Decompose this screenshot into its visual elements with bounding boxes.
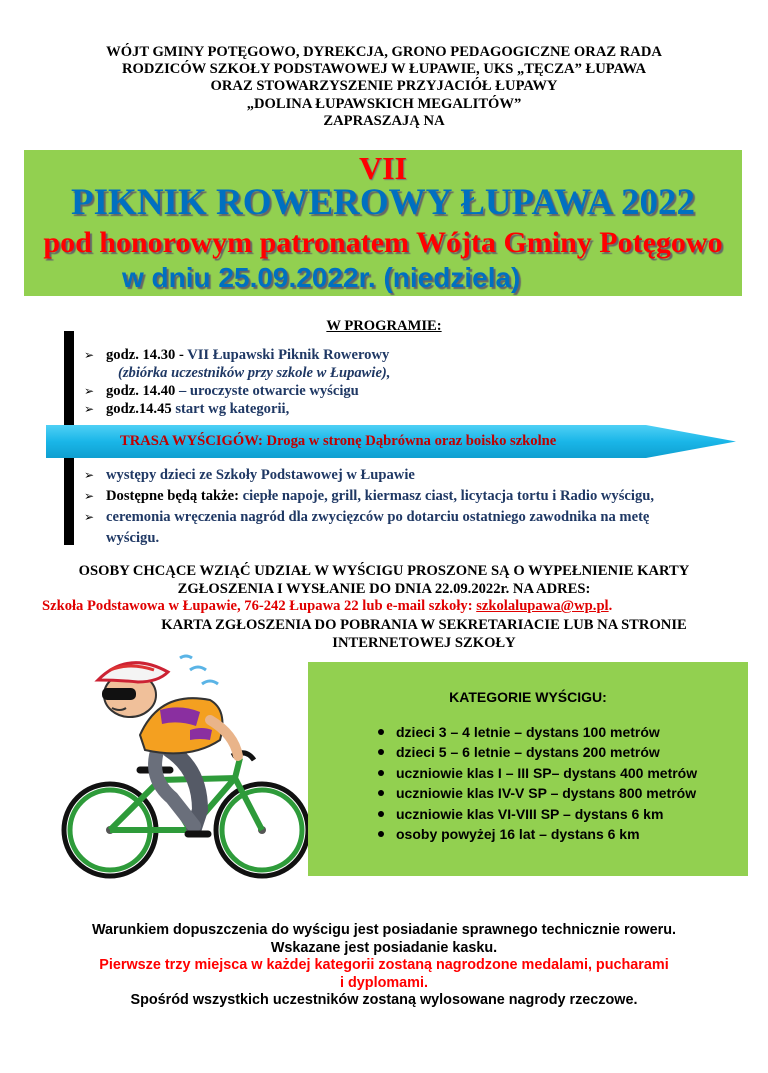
bullet-dot-icon (378, 790, 384, 796)
category-item: dzieci 5 – 6 letnie – dystans 200 metrów (378, 742, 697, 762)
category-item: osoby powyżej 16 lat – dystans 6 km (378, 824, 697, 844)
bullet-dot-icon (378, 831, 384, 837)
event-title: PIKNIK ROWEROWY ŁUPAWA 2022 (71, 182, 695, 223)
categories-list (378, 722, 697, 844)
bullet-dot-icon (378, 811, 384, 817)
bullet-dot-icon (378, 749, 384, 755)
program-item: ➢ występy dzieci ze Szkoły Podstawowej w Łupawie (84, 465, 654, 486)
program-item-note: (zbiórka uczestników przy szkole w Łupawie), (118, 365, 391, 381)
school-address: Szkoła Podstawowa w Łupawie, 76-242 Łupawa 22 lub e-mail szkoły: szkolalupawa@wp.pl. (42, 598, 613, 614)
edition-number: VII (358, 150, 407, 186)
invitation-header (0, 44, 768, 130)
arrowhead-bullet-icon: ➢ (84, 489, 95, 503)
category-item: dzieci 3 – 4 letnie – dystans 100 metrów (378, 722, 697, 742)
event-date: w dniu 25.09.2022r. (niedziela) (122, 262, 521, 293)
program-item-continuation: wyścigu. (106, 530, 160, 546)
program-item: ➢ Dostępne będą także: ciepłe napoje, grill, kiermasz ciast, licytacja tortu i Radio wyścigu, (84, 486, 654, 507)
arrowhead-bullet-icon: ➢ (84, 510, 95, 524)
bullet-dot-icon (378, 770, 384, 776)
rules-footer (0, 922, 768, 1010)
footer-line-2: Wskazane jest posiadanie kasku. (270, 939, 498, 956)
title-banner (24, 150, 742, 296)
program-list-bottom (84, 465, 654, 549)
footer-line-3: Pierwsze trzy miejsca w każdej kategorii zostaną nagrodzone medalami, pucharami (99, 957, 669, 973)
categories-panel (308, 662, 748, 876)
header-line-1: WÓJT GMINY POTĘGOWO, DYREKCJA, GRONO PEDAGOGICZNE ORAZ RADA (106, 44, 662, 60)
download-line-1: KARTA ZGŁOSZENIA DO POBRANIA W SEKRETARIACIE LUB NA STRONIE (161, 617, 687, 633)
cyclist-icon (40, 640, 320, 890)
school-email-link[interactable]: szkolalupawa@wp.pl (476, 598, 609, 614)
registration-notice (0, 563, 768, 598)
category-item: uczniowie klas VI-VIII SP – dystans 6 km (378, 804, 697, 824)
footer-line-1: Warunkiem dopuszczenia do wyścigu jest posiadanie sprawnego technicznie roweru. (91, 922, 676, 938)
category-item: uczniowie klas I – III SP– dystans 400 metrów (378, 763, 697, 783)
header-line-5: ZAPRASZAJĄ NA (323, 112, 445, 129)
program-item: ➢ godz.14.45 start wg kategorii, (84, 401, 290, 417)
download-line-2: INTERNETOWEJ SZKOŁY (332, 634, 516, 651)
program-item: ➢ godz. 14.30 - VII Łupawski Piknik Rowerowy (84, 347, 390, 363)
registration-line-2: ZGŁOSZENIA I WYSŁANIE DO DNIA 22.09.2022r. NA ADRES: (177, 580, 591, 597)
program-item: ➢ godz. 14.40 – uroczyste otwarcie wyścigu (84, 383, 359, 399)
route-description: TRASA WYŚCIGÓW: Droga w stronę Dąbrówna oraz boisko szkolne (120, 433, 557, 449)
arrowhead-bullet-icon: ➢ (84, 384, 95, 398)
categories-title: KATEGORIE WYŚCIGU: (449, 689, 607, 705)
program-list-top (84, 346, 390, 418)
arrowhead-bullet-icon: ➢ (84, 402, 95, 416)
arrowhead-bullet-icon: ➢ (84, 348, 95, 362)
program-item: ➢ ceremonia wręczenia nagród dla zwycięzców po dotarciu ostatniego zawodnika na metę (84, 507, 654, 528)
header-line-3: ORAZ STOWARZYSZENIE PRZYJACIÓŁ ŁUPAWY (210, 78, 558, 95)
patronage-line: pod honorowym patronatem Wójta Gminy Potęgowo (43, 226, 723, 259)
program-title: W PROGRAMIE: (326, 318, 442, 334)
footer-line-5: Spośród wszystkich uczestników zostaną wylosowane nagrody rzeczowe. (130, 992, 638, 1008)
header-line-4: „DOLINA ŁUPAWSKICH MEGALITÓW” (246, 95, 522, 112)
category-item: uczniowie klas IV-V SP – dystans 800 metrów (378, 783, 697, 803)
header-line-2: RODZICÓW SZKOŁY PODSTAWOWEJ W ŁUPAWIE, UKS „TĘCZA” ŁUPAWA (121, 61, 647, 78)
registration-line-1: OSOBY CHCĄCE WZIĄĆ UDZIAŁ W WYŚCIGU PROSZONE SĄ O WYPEŁNIENIE KARTY (78, 563, 690, 579)
bullet-dot-icon (378, 729, 384, 735)
arrowhead-bullet-icon: ➢ (84, 468, 95, 482)
footer-line-4: i dyplomami. (340, 974, 428, 991)
